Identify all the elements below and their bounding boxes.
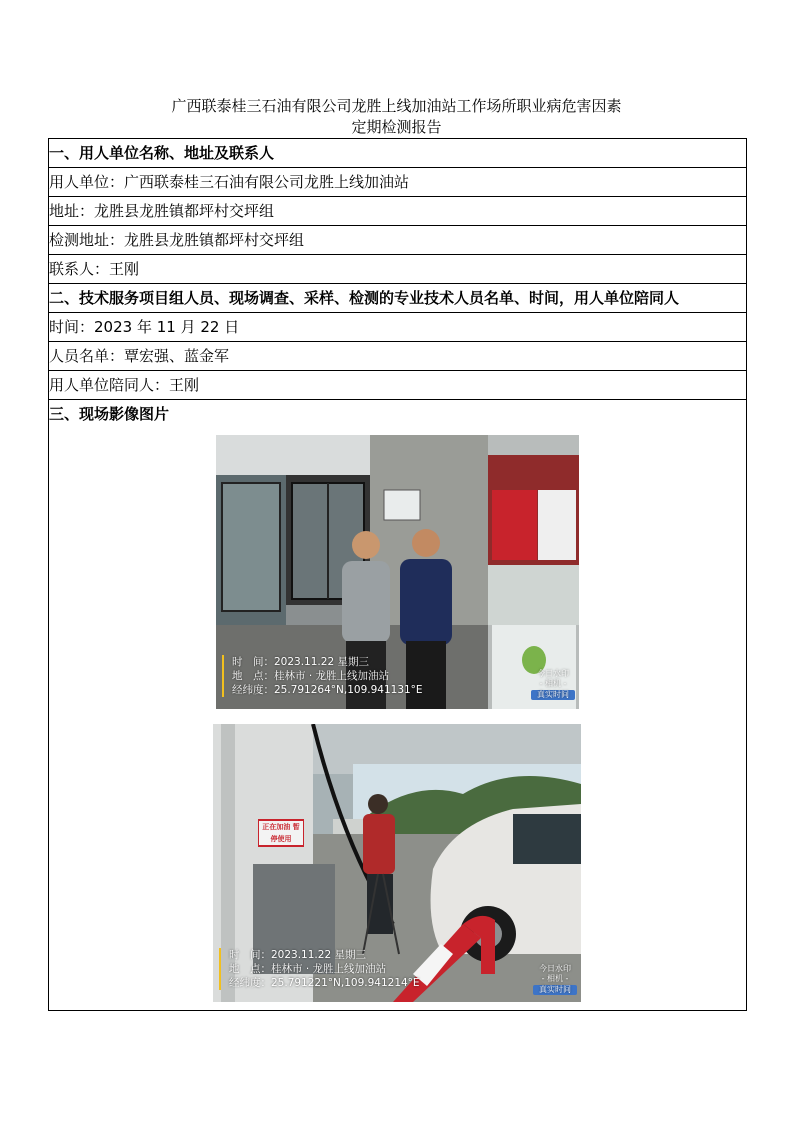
report-title-line-2: 定期检测报告 [351,118,442,136]
companion-row: 用人单位陪同人：王刚 [49,371,746,400]
report-table [48,138,747,1011]
section-3-heading: 三、现场影像图片 [49,405,170,423]
watermark-coords: 经纬度：25.791264°N,109.941131°E [232,684,423,696]
stamp-badge: 真实时间 [531,690,575,700]
pump-notice-sign: 正在加油 暂停使用 [259,821,303,845]
site-photo-1 [216,435,579,709]
section-2-heading: 二、技术服务项目组人员、现场调查、采样、检测的专业技术人员名单、时间，用人单位陪同人 [49,284,746,313]
staff-row: 人员名单：覃宏强、蓝金军 [49,342,746,371]
site-photo-2 [213,724,581,1002]
stamp-subtitle: - 相机 - [541,974,569,983]
section-1-heading: 一、用人单位名称、地址及联系人 [49,139,746,168]
stamp-title: 今日水印 [537,669,569,678]
contact-row: 联系人：王刚 [49,255,746,284]
time-row: 时间：2023 年 11 月 22 日 [49,313,746,342]
report-title-line-1: 广西联泰桂三石油有限公司龙胜上线加油站工作场所职业病危害因素 [171,97,622,115]
stamp-badge: 真实时间 [533,985,577,995]
watermark-block-2 [219,948,420,990]
watermark-block-1 [222,655,423,697]
watermark-time: 时 间：2023.11.22 星期三 [229,949,366,961]
test-address-row: 检测地址：龙胜县龙胜镇都坪村交坪组 [49,226,746,255]
camera-stamp-1 [531,669,575,700]
watermark-place: 地 点：桂林市 · 龙胜上线加油站 [232,670,390,682]
stamp-title: 今日水印 [539,964,571,973]
employer-row: 用人单位：广西联泰桂三石油有限公司龙胜上线加油站 [49,168,746,197]
stamp-subtitle: - 相机 - [539,679,567,688]
watermark-place: 地 点：桂林市 · 龙胜上线加油站 [229,963,387,975]
camera-stamp-2 [533,964,577,995]
address-row: 地址：龙胜县龙胜镇都坪村交坪组 [49,197,746,226]
watermark-time: 时 间：2023.11.22 星期三 [232,656,369,668]
watermark-coords: 经纬度：25.791221°N,109.941214°E [229,977,420,989]
